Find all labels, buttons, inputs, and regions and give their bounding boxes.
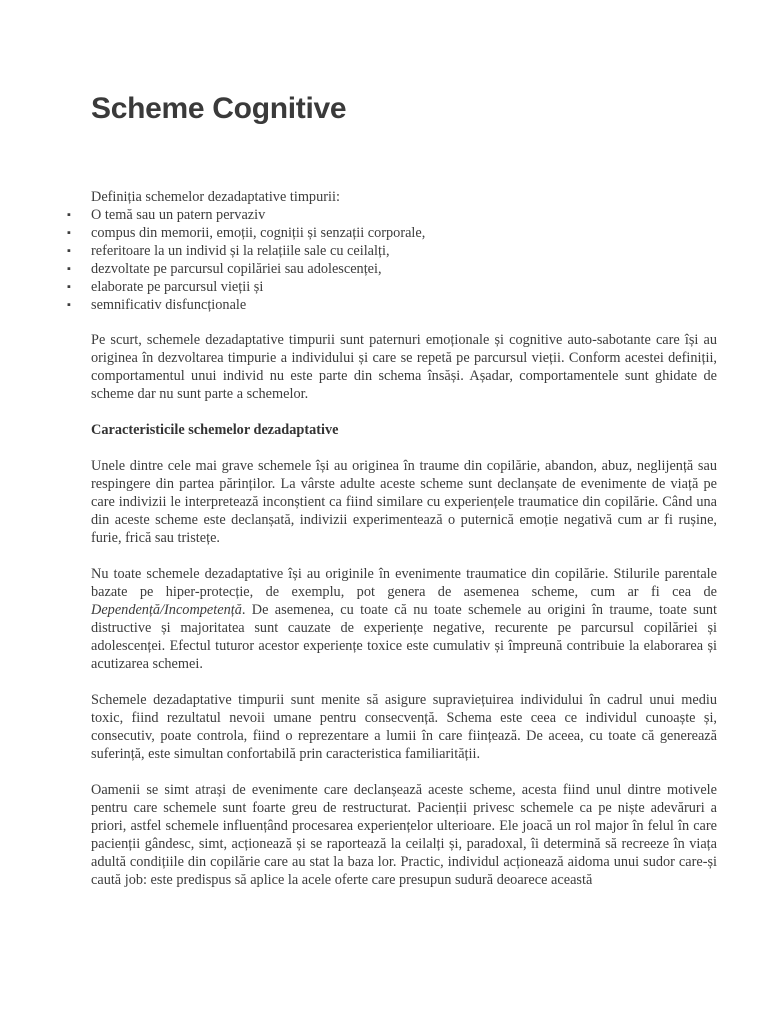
- list-item: ▪ dezvoltate pe parcursul copilăriei sau adolescenței,: [91, 260, 717, 278]
- paragraph-text: . De asemenea, cu toate că nu toate schemele au origini în traume, toate sunt distructive și majoritatea sunt cauzate de experiențe negative, recurente pe parcursul copilăriei și adolescenței. Efectul tuturor acestor experiențe toxice este cumulativ și împreună contribuie la elaborarea și acutizarea schemei.: [91, 602, 717, 672]
- list-item: ▪ elaborate pe parcursul vieții și: [91, 278, 717, 296]
- list-item: ▪ referitoare la un individ și la relațiile sale cu ceilalți,: [91, 242, 717, 260]
- list-item: ▪ O temă sau un patern pervaziv: [91, 206, 717, 224]
- list-item: ▪ semnificativ disfuncționale: [91, 296, 717, 314]
- paragraph-parenting-styles: [91, 565, 717, 673]
- paragraph-summary: Pe scurt, schemele dezadaptative timpurii sunt paternuri emoționale și cognitive auto-sabotante care își au originea în dezvoltarea timpurie a individului și care se repetă pe parcursul vieții. Conform acestei definiții, comportamentul unui individ nu este parte din schema însăși. Așadar, comportamentele sunt ghidate de scheme dar nu sunt parte a schemelor.: [91, 332, 717, 402]
- section-heading: Caracteristicile schemelor dezadaptative: [91, 422, 339, 438]
- paragraph-survival: Schemele dezadaptative timpurii sunt menite să asigure supraviețuirea individului în cadrul unui mediu toxic, fiind rezultatul nevoii umane pentru consecvență. Schema este ceea ce individul cunoaște și, consecutiv, poate controla, fiind o reprezentare a lumii în care ființează. De aceea, cu toate că generează suferință, este simultan confortabilă prin caracteristica familiarității.: [91, 692, 717, 762]
- paragraph-attraction: Oamenii se simt atrași de evenimente care declanșează aceste scheme, acesta fiind unul dintre motivele pentru care schemele sunt foarte greu de restructurat. Pacienții privesc schemele ca pe niște adevăruri a priori, astfel schemele influențând procesarea experiențelor ulterioare. Ele joacă un rol major în felul în care pacienții gândesc, simt, acționează și se raportează la ceilalți și, paradoxal, îi determină să recreeze în viața adultă condițiile din copilărie care au stat la baza lor. Practic, individul acționează aidoma unui sudor care-și caută job: este predispus să aplice la acele oferte care presupun sudură deoarece această: [91, 782, 717, 888]
- paragraph-origins: Unele dintre cele mai grave schemele își au originea în traume din copilărie, abandon, abuz, neglijență sau respingere din partea părinților. La vârste adulte aceste scheme sunt declanșate de evenimente de viață pe care indivizii le interpretează inconștient ca fiind similare cu experiențele traumatice din copilărie. Când una din aceste scheme este declanșată, indivizii experimentează o puternică emoție negativă cum ar fi rușine, furie, frică sau tristețe.: [91, 458, 717, 546]
- definition-intro: Definiția schemelor dezadaptative timpurii:: [91, 189, 340, 205]
- definition-list: [91, 206, 717, 314]
- document-body: [91, 188, 717, 907]
- paragraph-text: Nu toate schemele dezadaptative își au originile în evenimente traumatice din copilărie. Stilurile parentale bazate pe hiper-protecție, de exemplu, pot genera de asemenea scheme, cum ar fi cea de: [91, 566, 717, 600]
- emphasized-schema-name: Dependență/Incompetență: [91, 602, 242, 618]
- page-title: Scheme Cognitive: [91, 92, 347, 125]
- list-item: ▪ compus din memorii, emoții, cogniții și senzații corporale,: [91, 224, 717, 242]
